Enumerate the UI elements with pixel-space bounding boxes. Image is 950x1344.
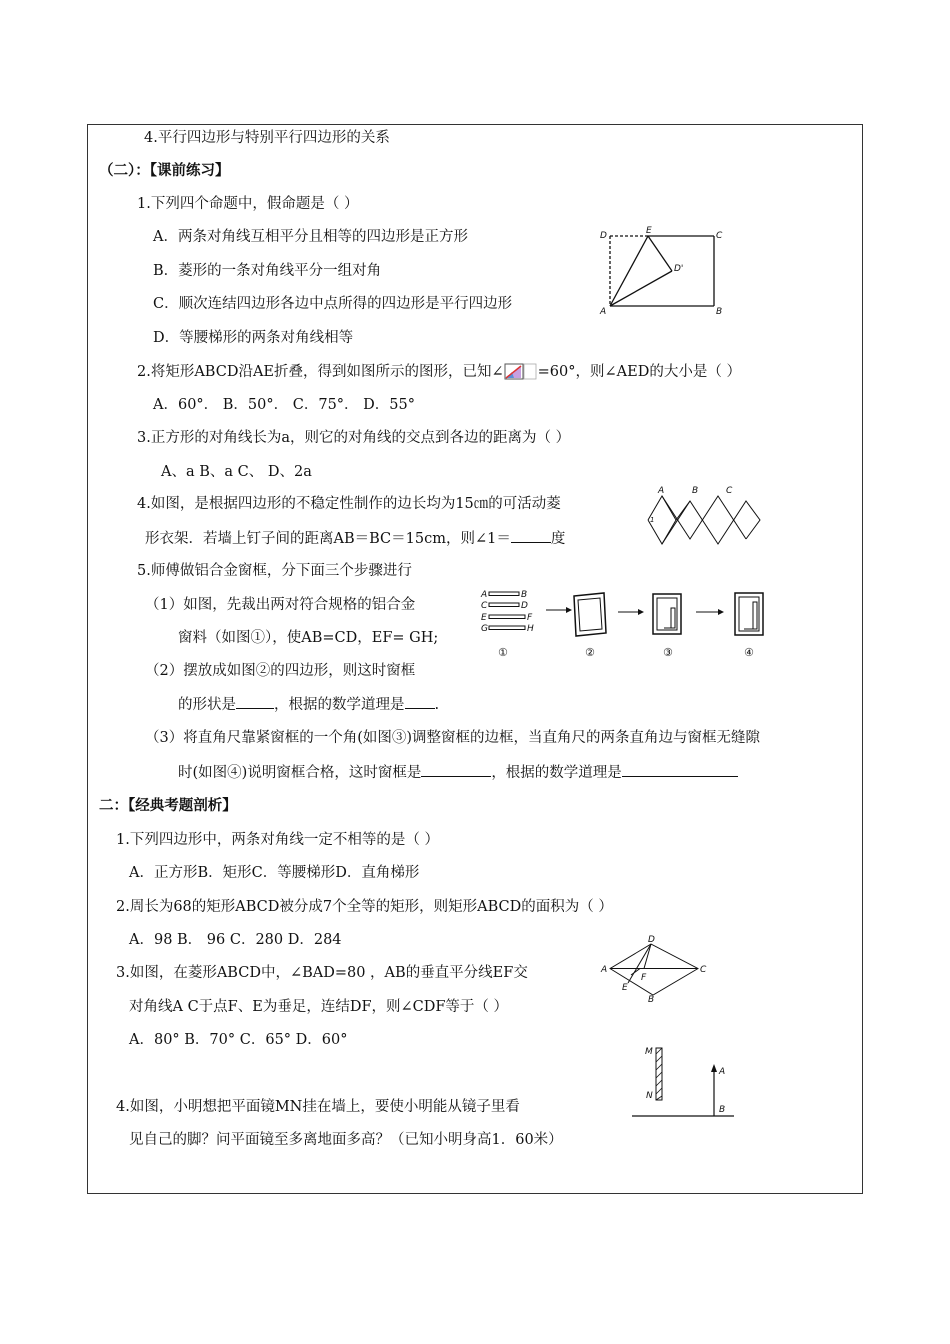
classic-q1-stem: 1.下列四边形中，两条对角线一定不相等的是（ ） [116, 832, 439, 848]
figure-label: A [481, 590, 488, 600]
figure-label: C [481, 601, 488, 611]
figure-label: F [527, 613, 533, 623]
practice-q2-stem [137, 362, 741, 382]
practice-q4-line2-unit: 度 [550, 531, 566, 547]
mirror-figure [628, 1044, 738, 1120]
practice-q3-stem: 3.正方形的对角线长为a，则它的对角线的交点到各边的距离为（ ） [137, 430, 571, 446]
figure-label: ④ [744, 646, 754, 659]
figure-label: E [646, 226, 652, 236]
figure-label: F [641, 973, 647, 983]
answer-blank [622, 762, 738, 777]
figure-label: 1 [650, 516, 655, 524]
step3-text-a: 时(如图④)说明窗框合格，这时窗框是 [178, 765, 422, 781]
figure-label: D' [674, 264, 684, 274]
classic-q3-line1: 3.如图，在菱形ABCD中，∠BAD=80 ，AB的垂直平分线EF交 [116, 965, 528, 981]
section-heading-practice: （二）：【课前练习】 [99, 162, 230, 179]
figure-label: B [521, 590, 528, 600]
step2-text-b: ，根据的数学道理是 [274, 697, 405, 713]
classic-q3-options: A．80° B．70° C．65° D．60° [129, 1032, 348, 1048]
practice-q4-line1: 4.如图，是根据四边形的不稳定性制作的边长均为15㎝的可活动菱 [137, 496, 561, 512]
answer-blank [236, 694, 274, 709]
practice-q5-step3-line2 [178, 762, 738, 783]
figure-label: ③ [663, 646, 673, 659]
practice-q4-line2 [145, 528, 565, 549]
figure-label: A [658, 486, 665, 496]
practice-q1-option-a: A．两条对角线互相平分且相等的四边形是正方形 [153, 229, 468, 245]
answer-blank [421, 762, 491, 777]
classic-q3-line2: 对角线A C于点F、E为垂足，连结DF，则∠CDF等于（ ） [129, 999, 509, 1015]
figure-label: G [481, 624, 488, 634]
figure-label: C [700, 965, 707, 975]
classic-q4-line2: 见自己的脚？问平面镜至多离地面多高？（已知小明身高1．60米） [129, 1132, 563, 1148]
figure-label: A [601, 965, 608, 975]
classic-q2-stem: 2.周长为68的矩形ABCD被分成7个全等的矩形，则矩形ABCD的面积为（ ） [116, 899, 613, 915]
figure-label: D [600, 231, 607, 241]
step3-text-b: ，根据的数学道理是 [491, 765, 622, 781]
window-frame-steps-figure [478, 588, 778, 663]
answer-blank [405, 694, 435, 709]
figure-label: B [716, 307, 723, 317]
figure-label: C [716, 231, 723, 241]
figure-label: ① [498, 646, 508, 659]
practice-q1-option-b: B．菱形的一条对角线平分一组对角 [153, 263, 382, 279]
figure-label: C [726, 486, 733, 496]
practice-q5-step1-line1: （1）如图，先裁出两对符合规格的铝合金 [145, 597, 416, 613]
answer-blank [511, 528, 551, 543]
rhombus-hanger-figure [640, 484, 770, 556]
figure-label: N [646, 1091, 653, 1101]
step2-text-c: . [434, 697, 440, 713]
classic-q2-options: A．98 B． 96 C．280 D．284 [129, 932, 342, 948]
figure-label: A [600, 307, 607, 317]
figure-label: D [648, 935, 655, 945]
practice-q1-option-c: C．顺次连结四边形各边中点所得的四边形是平行四边形 [153, 296, 513, 312]
figure-label: D [521, 601, 528, 611]
figure-label: B [692, 486, 699, 496]
practice-q5-step1-line2: 窗料（如图①），使AB=CD，EF= GH; [178, 630, 439, 646]
practice-q5-stem: 5.师傅做铝合金窗框，分下面三个步骤进行 [137, 563, 412, 579]
practice-q3-options: A、a B、a C、 D、2a [161, 464, 312, 480]
practice-q5-step3-line1: （3）将直角尺靠紧窗框的一个角(如图③)调整窗框的边框，当直角尺的两条直角边与窗框无缝隙 [145, 730, 761, 746]
practice-q5-step2-line1: （2）摆放成如图②的四边形，则这时窗框 [145, 663, 416, 679]
preview-item-4: 4.平行四边形与特别平行四边形的关系 [144, 130, 390, 146]
rhombus-abcd-figure [596, 935, 712, 1005]
folded-rectangle-figure [596, 226, 731, 318]
section-heading-classic: 二：【经典考题剖析】 [99, 797, 237, 814]
figure-label: E [481, 613, 487, 623]
figure-label: ② [585, 646, 595, 659]
practice-q4-line2-text: 形衣架．若墙上钉子间的距离AB＝BC＝15cm，则∠1＝ [145, 531, 511, 547]
practice-q1-option-d: D．等腰梯形的两条对角线相等 [153, 330, 354, 346]
figure-label: H [527, 624, 534, 634]
classic-q4-line1: 4.如图，小明想把平面镜MN挂在墙上，要使小明能从镜子里看 [116, 1099, 520, 1115]
practice-q2-stem-part1: 2.将矩形ABCD沿AE折叠，得到如图所示的图形，已知∠ [137, 364, 504, 380]
practice-q5-step2-line2 [178, 694, 439, 715]
practice-q2-stem-part2: =60°，则∠AED的大小是（ ） [537, 364, 741, 380]
classic-q1-options: A．正方形B．矩形C．等腰梯形D．直角梯形 [129, 865, 420, 881]
step2-text-a: 的形状是 [178, 697, 236, 713]
practice-q2-options: A．60°． B．50°． C．75°． D．55° [153, 397, 415, 413]
figure-label: A [719, 1067, 726, 1077]
figure-label: M [645, 1047, 653, 1057]
figure-label: E [622, 983, 628, 993]
figure-label: B [719, 1105, 726, 1115]
figure-label: B [648, 995, 655, 1005]
practice-q1-stem: 1.下列四个命题中，假命题是（ ） [137, 196, 359, 212]
angle-image-icon [504, 363, 538, 381]
